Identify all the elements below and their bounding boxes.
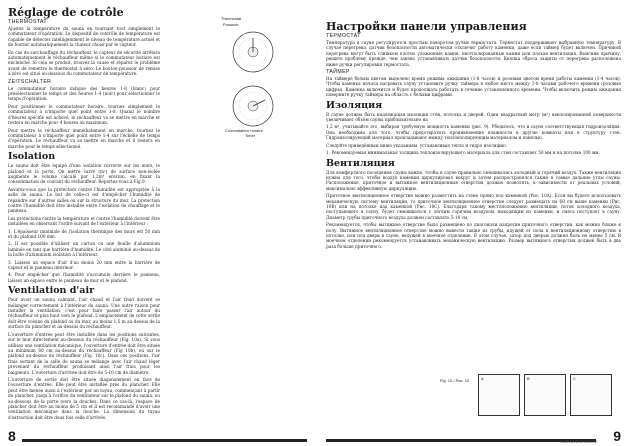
timer-caption-1: Commutateur horaire (225, 128, 263, 133)
right-thermostat-text: Температура в сауне регулируется простым поворотом ручки термостата. Термостат поддерживает выбранную температуру. В случае перегрева, датчик безопасности автоматически отключит работу каменки, даже если таймер будет включен. Причиной перегрева могут быть слишком плотно уложенные камни, неотполированные камни или плохая вентиляция. Выяснив причину, решите проблему прежде, чем заново устанавливать датчик безопасности. Кнопка сброса защиты от перегрева расположена ниже ручки регулировки термостата. (326, 40, 621, 67)
left-isolation-list-1: 1. L'épaisseur minimale de l'isolation thermique des murs est 50 mm et du plafond 100 mm. (8, 228, 160, 239)
reset-caption: Poussoir (223, 22, 239, 27)
left-isolation-text-3: Les protections contre la température et contre l'humidité doivent être installées en observant l'ordre suivant de l'extérieur à l'intérieur : (8, 215, 160, 227)
right-ventilation-text-1: Для комфортного посещения сауны важно, чтобы в сауне правильно смешивались холодный и горячий воздух. Также вентиляция нужна для того, чтобы воздух каменки циркулировал вокруг и затем распространялся также в самые дальние углы сауны. Расположение, приточное и вытяжное вентиляционные отверстия должно позволять, в зависимости от реальных условий, максимально эффективную циркуляцию. (326, 169, 621, 191)
left-isolation-title: Isolation (8, 151, 56, 163)
dial-illustrations (215, 14, 295, 139)
right-page-number: 9 (613, 428, 621, 444)
left-ventilation-text-1: Pour avoir un sauna calmant, l'air chaud et l'air froid doivent se mélanger correctement à l'intérieur du sauna. Une autre raison pour installer la ventilation, c'est pour faire passer l'air autour du réchauffeur et plus haut vers le plafond. L'emplacement de cette sortie doit être voisine du plafond ou du mur, au moins 1,5 m au-dessus de la surface du plancher et au-dessus du réchauffeur. (8, 297, 160, 330)
timer-caption-2: Timer (245, 133, 256, 138)
right-insulation-text-4: 1. Рекомендуемая минимальная толщина теплоизолирующего материала для стен составляет 50 мм и на потолке 100 мм. (326, 150, 600, 156)
fig10-panel-c (570, 374, 612, 416)
left-isolation-list-3: 3. Laissez un espace d'air d'au moins 20 mm entre la barrière de vapeur et le panneau intérieur. (8, 259, 160, 271)
left-ventilation-text-2: L'ouverture d'entrée peut être installée dans les positions suivantes, sur le mur directement au-dessous du réchauffeur (Fig. 10a). Si vous utilisez une ventilation mécanique, l'ouverture d'entrée doit être située au minimum 60 cm au-dessus du réchauffeur (Fig 10b), ou sur le plafond au-dessus du réchauffeur (Fig. 10c). Dans ces positions, l'air frais sortant de la salle du sauna se mélange avec l'air chaud léger provenant du réchauffeur produisant ainsi l'air frais pour les baigneurs. L'ouverture d'arrivée doit être de 5-10 cm de diamètre. (8, 331, 160, 375)
left-isolation-list-2: 2. Il est possible d'utiliser un carton ou une feuille d'aluminium laminée en tant que barrière d'humidité. Le côté aluminié au-dessus de la boîte d'aluminium isolation à l'intérieur. (8, 241, 160, 258)
left-ventilation-title: Ventilation d'air (8, 285, 95, 297)
left-page-number: 8 (8, 428, 16, 444)
right-thermostat-heading: ТЕРМОСТАТ (326, 33, 361, 39)
right-ventilation-text-2: Приточное вентиляционное отверстие можно разместить на стене прямо под каменкой (Рис. 10A). Если вы будете использовать механическую систему вентиляции, то приточное вентиляционное отверстие следует размещать на 60 см выше каменки (Рис. 10B) или на потолке над каменкой (Рис. 10C). Благодаря такому местоположению вентиляции, поток холодного воздуха, поступающего в сауну, будет смешиваться с лёгким горячим воздухом, выходящим из каменки, и смесь поступает в сауну. Диаметр трубы приточного воздуха должен составлять 5-10 см. (326, 193, 621, 220)
fig10-b-label: B (527, 376, 530, 381)
dials-svg (215, 14, 295, 139)
fig10-panel-a (478, 374, 520, 416)
right-footer-label: HARVIA ELEGANCE (560, 439, 598, 444)
fig10-panel-b (524, 374, 566, 416)
left-thermostat-text: Ajustez la température du sauna en tournant tout simplement le commutateur d'opération. Le dispositif de contrôle de température est capable de détecter intelligemment le niveau de température actuel et de fournir automatiquement la chaleur choisi par le capteur. (8, 26, 160, 48)
left-timer-heading: ZEITSCHALTER (8, 78, 52, 85)
left-title: Réglage de cotrôle (8, 6, 124, 19)
right-timer-text: На таймере белым цветом выделено время режима ожидания (1-8 часов) и розовым цветом время работы каменки (1-4 часов). Чтобы каменка начала нагревать сауну установите ручку таймера в любое место между 1-8 часами рабочего времени (розовые цифры). Каменка включится и будет продолжать работать в течение установленного времени. Чтобы включить режим ожидания поверните ручку таймера на область с белыми цифрами. (326, 76, 621, 98)
thermostat-caption: Thermostat (221, 16, 242, 21)
left-ventilation-text-3: L'ouverture de sortie doit être située diagonalement en face de l'ouverture d'entrée. Elle peut être installée près du plancher. Elle peut être menée aussi à l'extérieur par un tuyau, commençant à partir du plancher, jusqu'à l'orifice du ventilateur sur le plafond du sauna, ou au-dessous de la porte (vers la douche). Dans ce cas-là, l'espace de plancher doit être au moins de 5 cm et il est recommandé d'avoir une ventilation mécanique dans la douche. La dimension du tuyau d'extraction doit être deux fois celle d'arrivée. (8, 376, 160, 420)
right-insulation-text-1: В сауне должна быть надлежащая изоляция стен, потолка и дверей. Один квадратный метр (м²) неизолированной поверхности увеличивает объём сауны приблизительно на (326, 111, 621, 123)
timer-dial-icon (233, 86, 273, 126)
fig10-a-label: A (481, 376, 484, 381)
left-isolation-text-1: Le sauna doit être équipé d'une isolation correcte sur les murs, le plafond et la porte. On mètre carré (m²) de surface non-isolée augmente le volume calculé par 1,2m³ environ, en fixant la consommation de courant du réchauffeur. Reportez-vous à Fig.9. (8, 163, 160, 185)
right-insulation-text-3: Следуйте приведённым ниже указаниям, устанавливая тепло и гидро изоляцию. (326, 142, 507, 148)
left-timer-text-3: Pour mettre le réchauffeur immédiatement en marche, tournez le commutateur à n'importe quel point entre 1-4 sur l'échelle de temps d'opération. Le réchauffeur va se mettre en marche et il restera en marche pour le temps sélectionné. (8, 127, 160, 149)
left-isolation-text-2: Assurez-vous que la protection contre l'humidité est appropriée à la salle de sauna. Le but de celle-ci est d'empêcher l'humidité de répandre sur d'autres salles ou sur la structure du mur. La protection contre l'humidité doit être installée entre l'isolation de chauffage et le panneau. (8, 186, 160, 214)
right-footer-bar (326, 439, 596, 442)
left-timer-text-1: Le commutateur horaire indique des heures 1-8 (blanc) pour présélectionner le temps et des heures 1-4 (noir) pour sélectionner le temps d'opération. (8, 85, 160, 102)
left-isolation-list-4: 4. Pour empêcher que l'humidité s'accumule derrière le panneau, laissez un espace entre le panneau de mur et le plafond. (8, 272, 160, 283)
right-insulation-text-2: 1,2 м³, учитывайте это, выбирая требуемую мощность каменки (рис. 9). Убедитесь, что в сауне соответствующая гидроизоляция. Она необходима для того, чтобы предотвратить проникновение влажности в другие комнаты или в структуру стен. Гидроизолирующий материал прокладывают между теплоизолирующим материалом и панелью. (326, 124, 621, 141)
right-ventilation-title: Вентиляция (326, 157, 395, 169)
fig10-label: Fig. 10 / Рис. 10 (440, 378, 470, 383)
left-timer-text-2: Pour positionner le commutateur horaire, tournez simplement le commutateur à n'importe quel point entre 1-8. Quand le nombre d'heures spécifié est achevé, le réchauffeur va se mettre en marche et restera en marche pour 4 heures au maximum. (8, 103, 160, 126)
left-page-col2 (162, 145, 308, 425)
right-page (326, 20, 621, 425)
left-overheat-text: En cas de surchauffage du réchauffeur, le capteur de sécurité arrêtera automatiquement le réchauffeur même si le commutateur horaire est enclenché. Si cela se produit, trouvez la cause et réparez le problème avant de remettre le thermostat à zéro. Le bouton-poussoir de remise à zéro est situé au-dessous du commutateur de température. (8, 49, 160, 77)
thermostat-dial-icon (233, 32, 273, 72)
right-ventilation-text-3: Рекомендуется, чтобы вытяжное отверстие было размещено по диагонали напротив приточного отверстия, как можно ближе к полу. Вытяжное вентиляционное отверстие можно вывести также из трубы, идущей от пола к вентиляционному отверстию в потолке, или под двери в сауне, ведущей в моечное отделение. В этом случае, зазор под дверью должен быть не менее 5 см. В моечном отделении рекомендуется устанавливать механическую вентиляцию. Размер вытяжного отверстия должен быть в два раза больше приточного. (326, 222, 621, 249)
figure-10 (440, 370, 620, 420)
left-page (8, 6, 160, 426)
right-title: Настройки панели управления (326, 20, 527, 33)
right-insulation-title: Изоляция (326, 99, 383, 111)
left-footer-bar (22, 439, 307, 442)
left-thermostat-heading: THERMOSTAT (8, 19, 47, 25)
fig10-c-label: C (573, 376, 576, 381)
right-timer-heading: ТАЙМЕР (326, 69, 350, 76)
